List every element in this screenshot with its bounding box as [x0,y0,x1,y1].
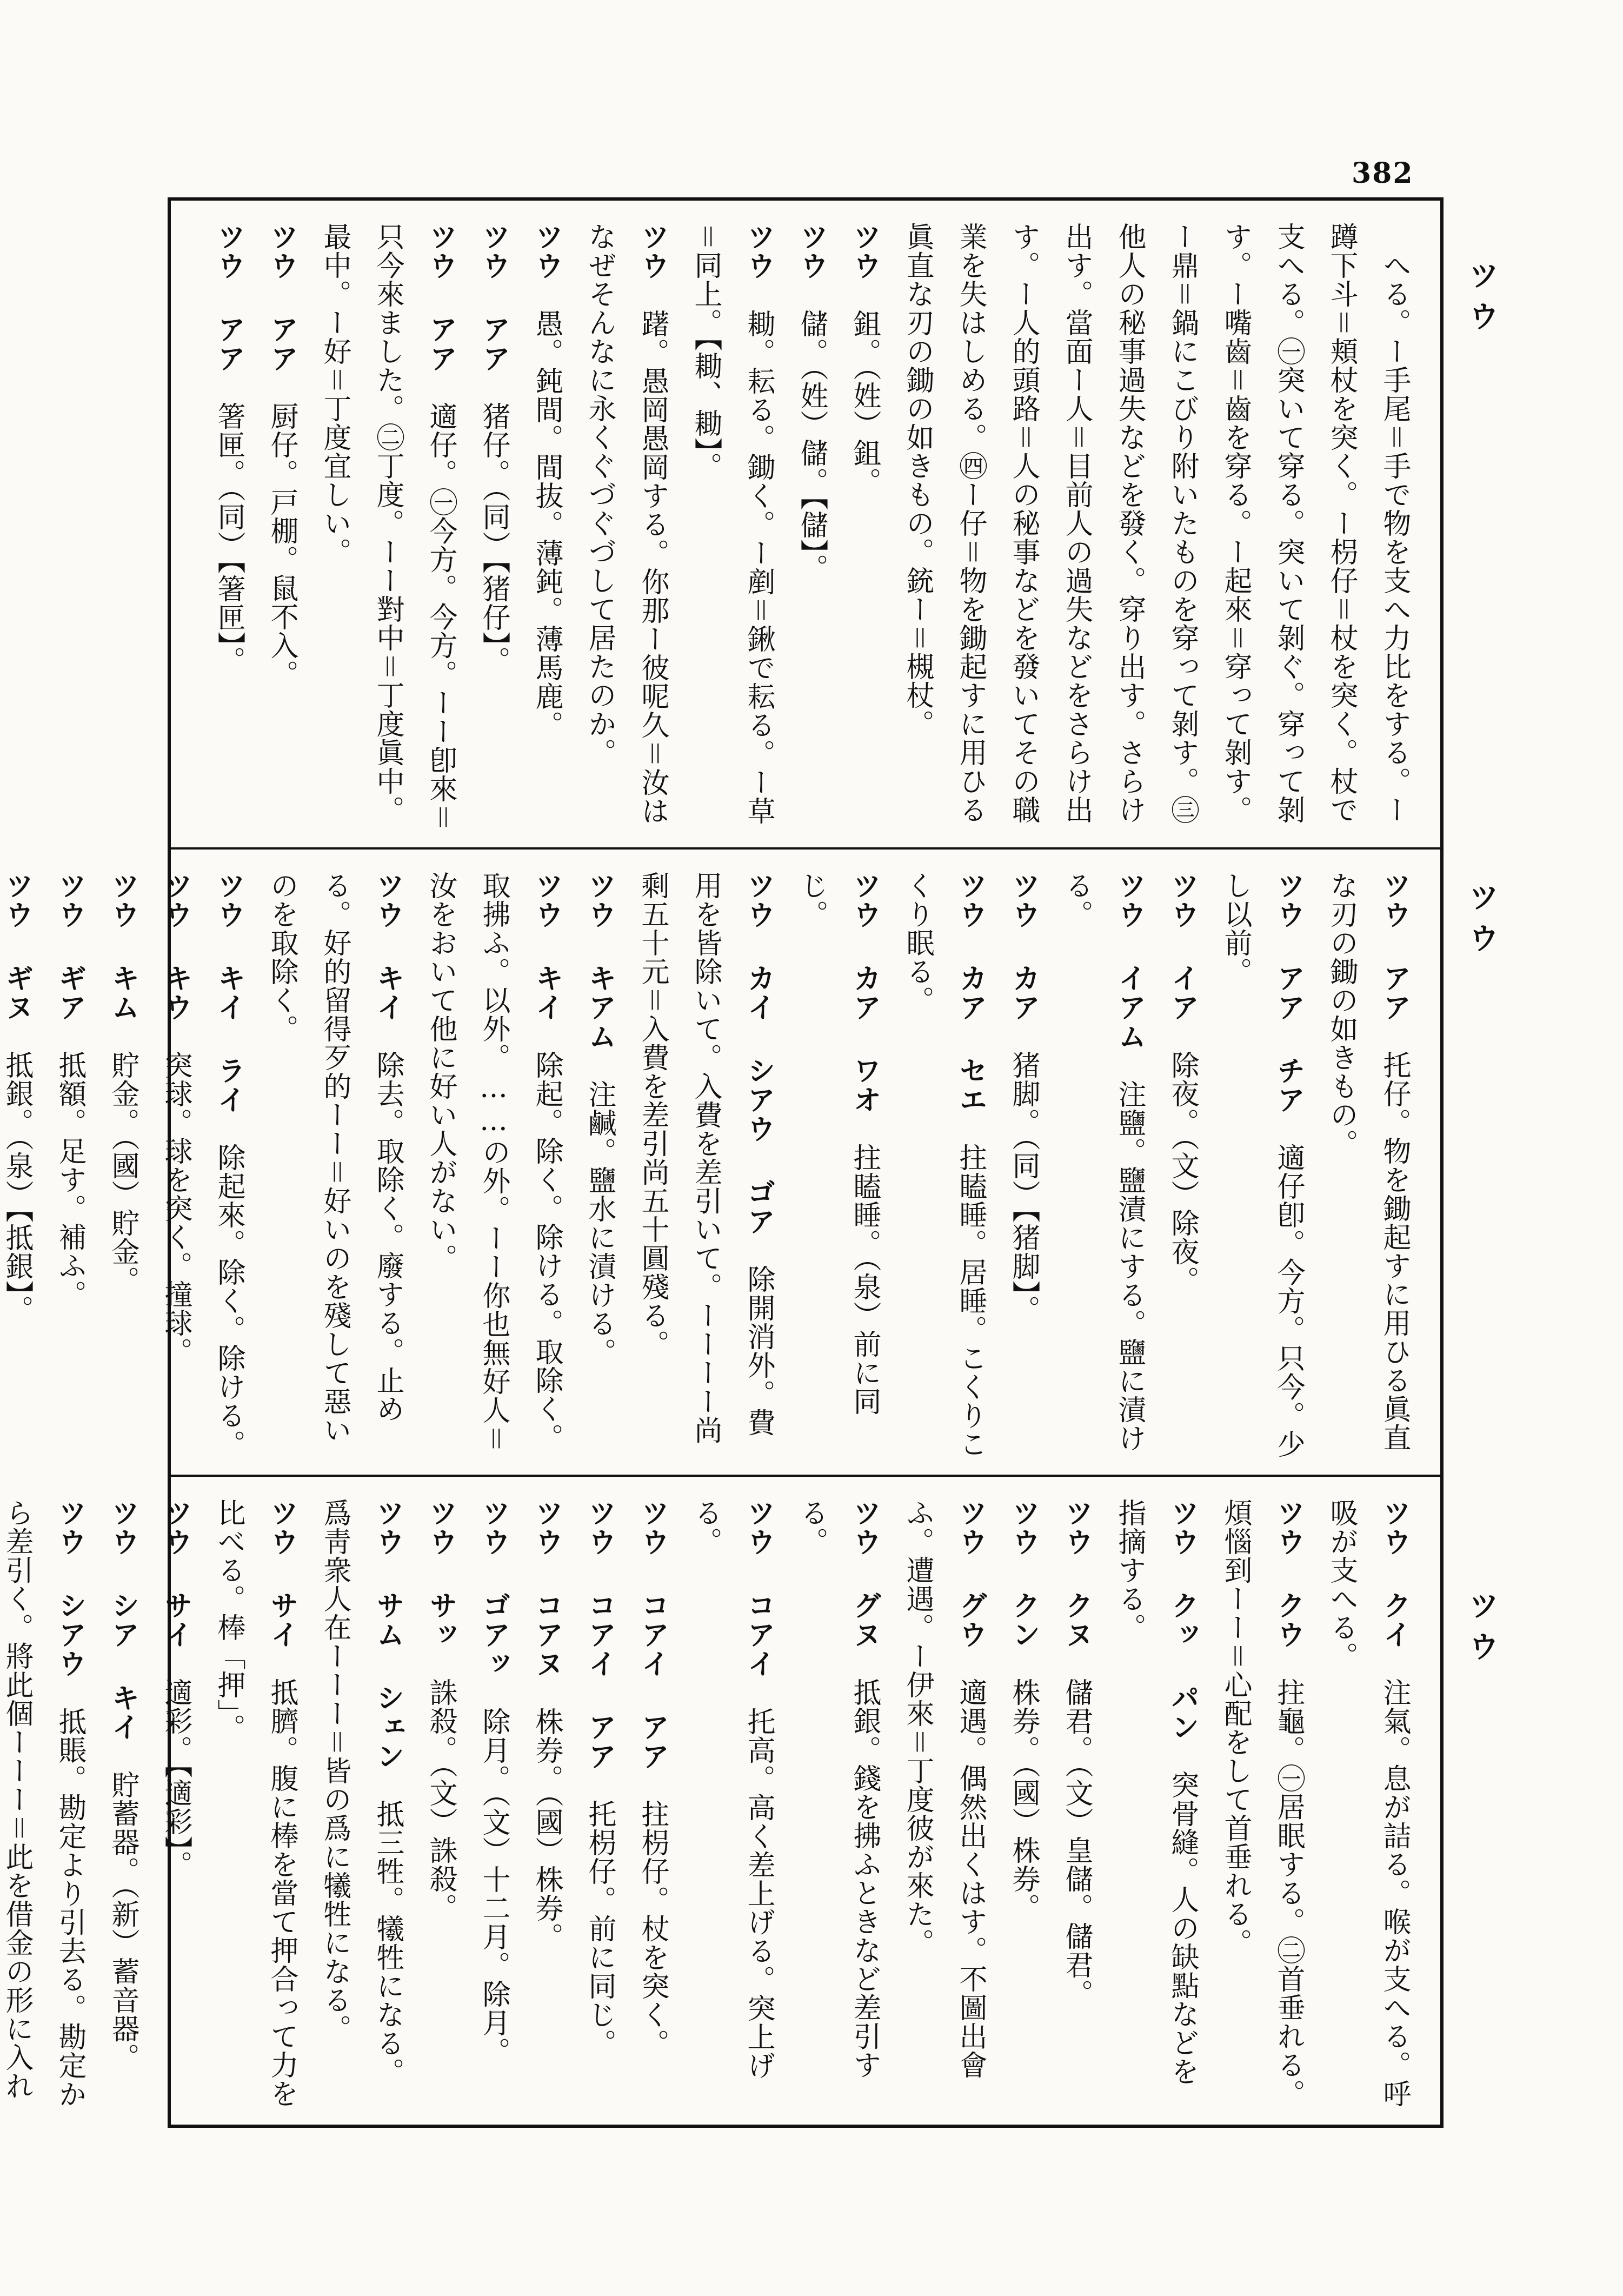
dictionary-entry [785,871,891,1464]
entry-reading: ツウ キイ [530,871,563,1022]
entry-reading: ツウ サイ [159,1498,192,1649]
entry-reading: ツウ イア [1166,871,1199,1022]
entry-definition: 突骨縫。人の缺點などを指摘する。 [1113,1498,1199,2086]
entry-reading: ツウ [530,222,563,281]
dictionary-entry [997,871,1050,1464]
entry-reading: ツウ ギヌ [1,871,34,1022]
entry-definition: 除起。除く。除ける。取除く。取拂ふ。以外。……の外。ーー你也無好人＝汝をおいて他に好い人がない。 [424,871,563,1453]
entry-definition: 拄枴仔。杖を突く。 [636,1800,669,2058]
entry-definition: 適仔卽。今方。只今。少し以前。 [1219,871,1305,1458]
dictionary-entry [838,222,891,837]
entry-reading: ツウ イアム [1113,871,1146,1051]
dictionary-entry [149,1498,202,2114]
entry-definition: 抵銀。（泉）【抵銀】。 [1,1051,33,1324]
entry-definition: 除去。取除く。廢する。止める。好的留得歹的ーー＝好いのを殘して惡いのを取除く。 [265,871,404,1444]
entry-definition: 適仔。㊀今方。今方。ーー卽來＝只今來ました。㊁丁度。ーー對中＝丁度眞中。最中。ー好＝丁度宜しい。 [318,222,457,832]
entry-reading: ツウ アア [212,222,245,373]
entry-definition: 托枴仔。前に同じ。 [583,1800,616,2058]
entry-reading: ツウ シアウ [54,1498,87,1678]
band-bottom [1,1477,1440,2125]
entry-definition: 箸匣。（同）【箸匣】。 [212,402,245,675]
dictionary-entry [149,871,202,1464]
entry-reading: ツウ [795,222,828,281]
entry-reading: ツウ グヌ [848,1498,881,1649]
side-label-top: ツウ [1464,260,1499,342]
dictionary-entry [573,222,679,837]
entry-definition: 儲君。（文）皇儲。儲君。 [1060,1678,1093,2008]
dictionary-entry [1209,1498,1315,2114]
entry-reading: ツウ キイ [371,871,404,1022]
entry-reading: ツウ コアイ アア [583,1498,616,1771]
entry-reading: ツウ キアム [583,871,616,1051]
band-top [171,201,1440,850]
entry-definition: 適遇。偶然出くはす。不圖出會ふ。遭遇。ー伊來＝丁度彼が來た。 [901,1498,987,2079]
entry-definition: 抵銀。錢を拂ふときなど差引する。 [795,1498,881,2079]
dictionary-entry [1209,871,1315,1464]
entry-definition: 株券。（國）株券。 [1007,1678,1040,1922]
entry-definition: 貯蓄器。（新）蓄音器。 [107,1770,139,2072]
entry-reading: ツウ キイ ライ [212,871,245,1114]
entry-reading: ツウ サム シェン [371,1498,404,1771]
entry-reading: ツウ キウ [159,871,192,1022]
dictionary-entry [679,222,785,837]
entry-reading: ツウ アア [265,222,298,373]
entry-definition: 注鹽。鹽漬にする。鹽に漬ける。 [1060,871,1146,1452]
entry-reading: ツウ ギア [54,871,87,1022]
dictionary-entry [626,1498,679,2114]
entry-definition: 適彩。【適彩】。 [159,1678,192,1879]
entry-definition: 躇。愚岡愚岡する。你那ー彼呢久＝汝はなぜそんなに永くぐづぐづして居たのか。 [583,222,669,825]
entry-reading: ツウ カイ シアウ ゴア [742,871,775,1236]
entry-definition: 耡。耘る。鋤く。ー剷＝鍬で耘る。ー草＝同上。【耡、耡】。 [689,222,775,825]
dictionary-entry [626,871,785,1464]
entry-definition: 托仔。物を鋤起すに用ひる眞直な刃の鋤の如きもの。 [1325,871,1411,1452]
dictionary-entry [679,1498,785,2114]
entry-definition: 貯金。（國）貯金。 [107,1051,139,1295]
entry-definition: 誅殺。（文）誅殺。 [424,1678,457,1922]
dictionary-entry [573,1498,626,2114]
dictionary-entry [573,871,626,1464]
dictionary-entry [891,222,1421,837]
dictionary-entry [891,871,997,1464]
dictionary-entry [467,222,520,837]
dictionary-entry [0,871,43,1464]
dictionary-entry [1103,1498,1209,2114]
entry-definition: 除月。（文）十二月。除月。 [477,1707,510,2066]
entry-definition: へる。ー手尾＝手で物を支へ力比をする。ー蹲下斗＝頬杖を突く。ー枴仔＝杖を突く。杖で支へる。㊀突いて穿る。突いて剝ぐ。穿って剝す。ー嘴齒＝齒を穿る。ー起來＝穿って剝す。ー鼎＝鍋にこびり附いたものを穿って剝す。㊂他人の秘事過失などを發く。穿り出す。さらけ出す。當面ー人＝目前人の過失などをさらけ出す。ー人的頭路＝人の秘事などを發いてその職業を失はしめる。㊃ー仔＝物を鋤起すに用ひる眞直な刃の鋤の如きもの。銃ー＝槻杖。 [901,222,1411,824]
dictionary-entry [202,1498,308,2114]
dictionary-entry [1315,871,1421,1464]
entry-reading: ツウ コアイ アア [636,1498,669,1771]
entry-reading: ツウ アア [1378,871,1411,1022]
dictionary-entry [43,871,96,1464]
entry-reading: ツウ コアイ [742,1498,775,1678]
entry-definition: 托高。高く差上げる。突上げる。 [689,1498,775,2080]
dictionary-entry [202,871,255,1464]
entry-reading: ツウ シア キイ [107,1498,139,1742]
dictionary-entry [0,1498,96,2114]
dictionary-entry [785,222,838,837]
entry-reading: ツウ クヌ [1060,1498,1093,1649]
entry-definition: 抵臍。腹に棒を當て押合って力を比べる。棒「押」。 [212,1498,298,2108]
entry-reading: ツウ ゴアッ [477,1498,510,1678]
dictionary-entry [255,871,414,1464]
side-label-bottom: ツウ [1464,1590,1499,1672]
entry-definition: 抵額。足す。補ふ。 [54,1051,86,1309]
entry-reading: ツウ サイ [265,1498,298,1649]
dictionary-entry [96,1498,149,2114]
entry-definition: 儲。（姓）儲。【儲】。 [795,309,828,582]
dictionary-entry [202,222,255,837]
entry-reading: ツウ カア [1007,871,1040,1022]
entry-definition: 株券。（國）株券。 [530,1707,563,1951]
entry-definition: 除起來。除く。除ける。 [212,1143,245,1458]
entry-reading: ツウ キム [107,871,139,1022]
entries-top [190,222,1421,837]
dictionary-entry [997,1498,1050,2114]
entry-definition: 注氣。息が詰る。喉が支へる。呼吸が支へる。 [1325,1498,1411,2108]
entry-reading: ツウ アア [477,222,510,373]
entry-reading: ツウ サッ [424,1498,457,1649]
band-middle [1,850,1440,1477]
entry-definition: 拄瞌睡。（泉）前に同じ。 [795,871,881,1416]
entry-definition: 猪脚。（同）【猪脚】。 [1007,1051,1040,1324]
entry-definition: 抵賬。勘定より引去る。勘定から差引く。將此個ーーー＝此を借金の形に入れ [1,1498,86,2108]
entry-definition: 鉏。（姓）鉏。 [848,309,881,496]
dictionary-entry [308,1498,414,2114]
page-number: 382 [1352,157,1414,190]
entry-definition: 突球。球を突く。撞球。 [159,1051,192,1366]
entry-reading: ツウ クウ [1272,1498,1305,1649]
entry-definition: 注鹹。鹽水に漬ける。 [583,1080,616,1366]
entry-definition: 猪仔。（同）【猪仔】。 [477,402,510,675]
entry-reading: ツウ アア [424,222,457,373]
dictionary-entry [1156,871,1209,1464]
entry-definition: 拄瞌睡。居睡。こくりこくり眠る。 [901,871,987,1458]
entry-reading: ツウ [848,222,881,281]
entry-reading: ツウ クン [1007,1498,1040,1649]
entry-reading: ツウ [742,222,775,281]
entry-reading: ツウ [636,222,669,281]
entry-reading: ツウ クイ [1378,1498,1411,1649]
entries-bottom [1,1498,1421,2114]
dictionary-entry [1050,1498,1103,2114]
dictionary-entry [520,1498,573,2114]
dictionary-entry [414,1498,467,2114]
entry-definition: 拄龜。㊀居眠する。㊁首垂れる。煩惱到ーー＝心配をして首垂れる。 [1219,1498,1305,2108]
dictionary-entry [467,1498,520,2114]
entries-middle [1,871,1421,1464]
entry-reading: ツウ グウ [954,1498,987,1649]
entry-reading: ツウ カア セエ [954,871,987,1114]
dictionary-entry [414,871,573,1464]
dictionary-entry [891,1498,997,2114]
dictionary-entry [785,1498,891,2114]
dictionary-entry [308,222,467,837]
entry-reading: ツウ コアヌ [530,1498,563,1678]
side-label-middle: ツウ [1464,881,1499,964]
entry-reading: ツウ クッ パン [1166,1498,1199,1742]
dictionary-entry [1050,871,1156,1464]
dictionary-entry [255,222,308,837]
entry-reading: ツウ カア ワオ [848,871,881,1114]
entry-definition: 愚。鈍間。間抜。薄鈍。薄馬鹿。 [530,309,563,739]
dictionary-entry [520,222,573,837]
entry-definition: 抵三牲。犧牲になる。爲靑衆人在ーーー＝皆の爲に犧牲になる。 [318,1498,404,2086]
entry-definition: 除開消外。費用を皆除いて。入費を差引いて。ーーーー尚剩五十元＝入費を差引尚五十圓殘る。 [636,871,775,1444]
dictionary-entry [1315,1498,1421,2114]
entry-reading: ツウ アア チア [1272,871,1305,1114]
dictionary-frame [1,197,1444,2128]
entry-definition: 除夜。（文）除夜。 [1166,1051,1199,1295]
entry-definition: 厨仔。戸棚。鼠不入。 [265,402,298,688]
dictionary-entry [96,871,149,1464]
